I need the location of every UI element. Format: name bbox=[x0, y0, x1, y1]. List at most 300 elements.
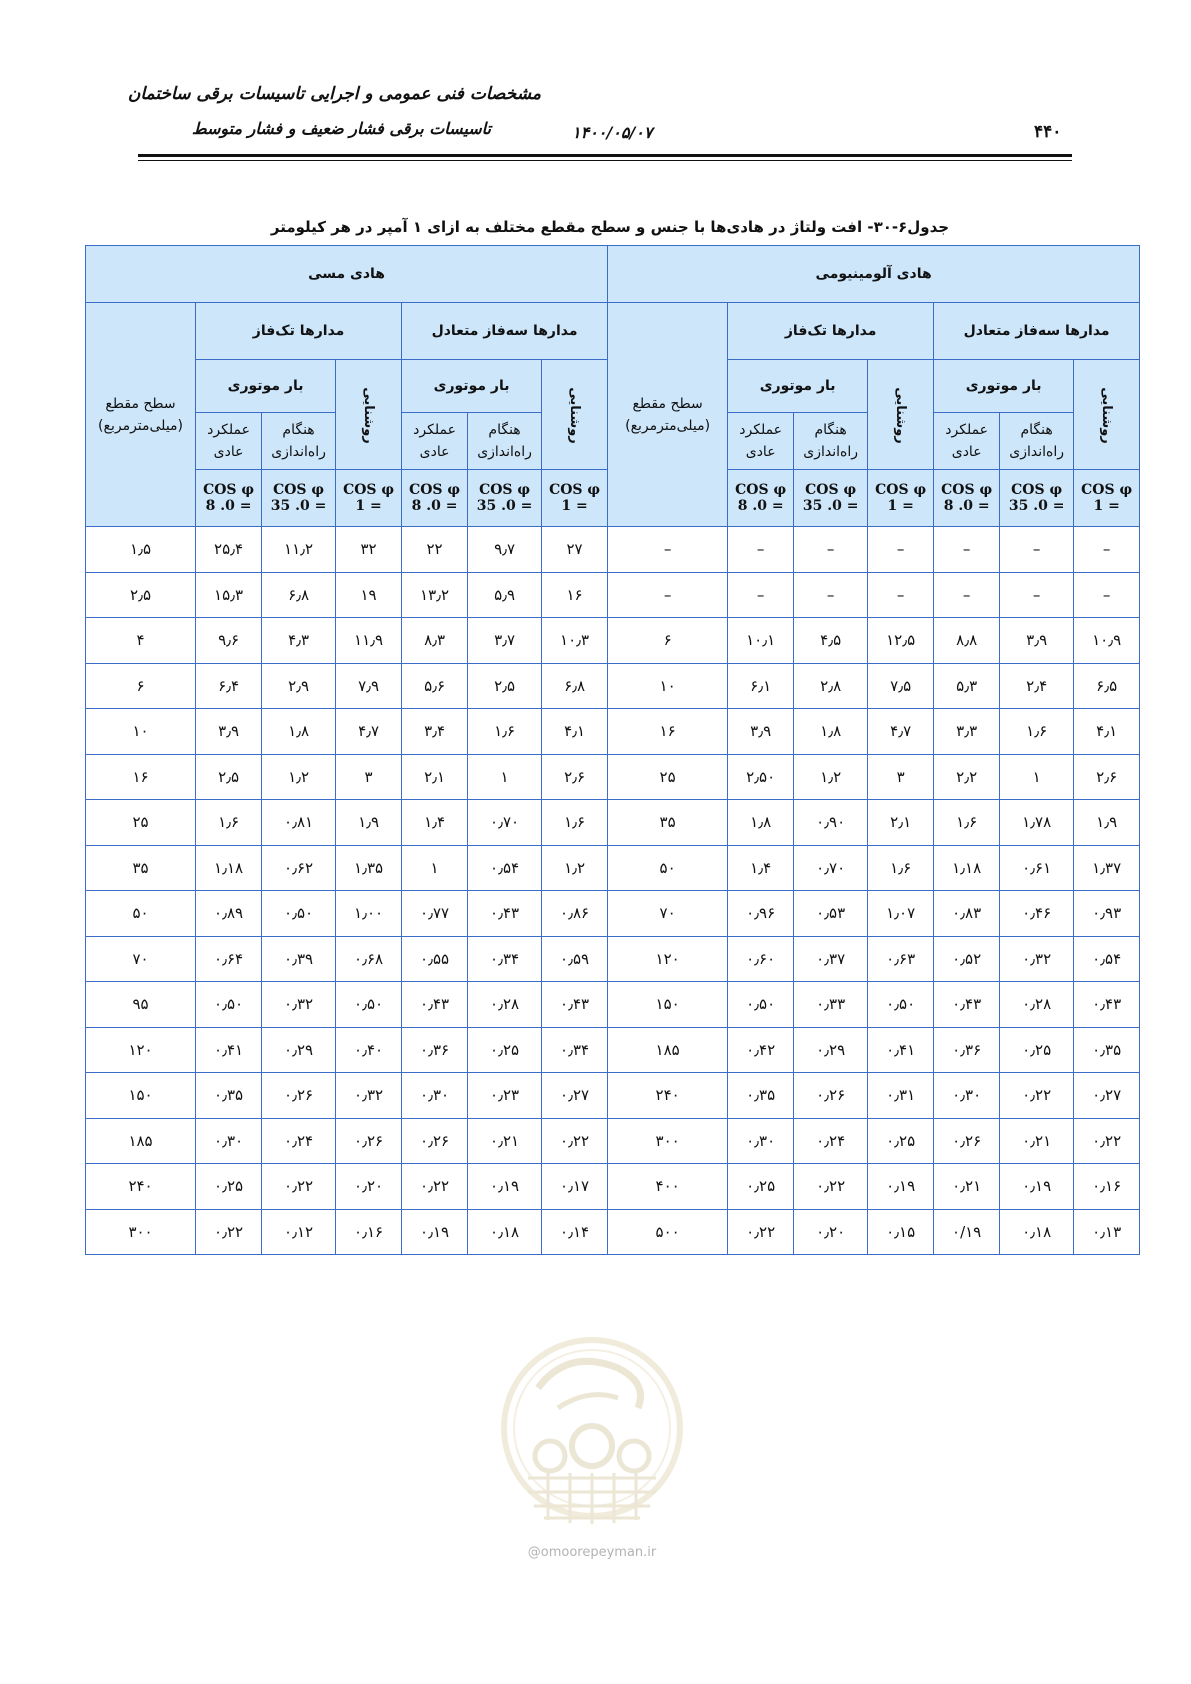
voltage-drop-cell: ۲٫۱ bbox=[402, 754, 468, 800]
voltage-drop-cell: ۰٫۳۶ bbox=[402, 1027, 468, 1073]
al1-lighting-label: روشنایی bbox=[893, 386, 909, 444]
cross-section-cell: ۲۵ bbox=[608, 754, 728, 800]
table-row bbox=[86, 1073, 1140, 1119]
voltage-drop-cell: ۰٫۲۶ bbox=[262, 1073, 336, 1119]
voltage-drop-cell: ۰٫۱۶ bbox=[336, 1209, 402, 1255]
voltage-drop-cell: ۰٫۲۲ bbox=[196, 1209, 262, 1255]
voltage-drop-cell: ۰٫۳۰ bbox=[728, 1118, 794, 1164]
cos-phi-value: = 1 bbox=[1093, 498, 1120, 514]
voltage-drop-cell: ۶٫۵ bbox=[1074, 663, 1140, 709]
cu1-lighting-label: روشنایی bbox=[361, 386, 377, 444]
cos-phi-label: COS φ bbox=[409, 482, 461, 498]
cross-section-cell: ۵۰ bbox=[86, 891, 196, 937]
voltage-drop-cell: ۰٫۲۲ bbox=[728, 1209, 794, 1255]
voltage-drop-cell: ۰٫۵۰ bbox=[262, 891, 336, 937]
cross-section-cell: ۵۰۰ bbox=[608, 1209, 728, 1255]
cu-area-label: سطح مقطع bbox=[105, 395, 176, 412]
al1-startup-header bbox=[794, 413, 868, 470]
voltage-drop-cell: ۰٫۲۱ bbox=[934, 1164, 1000, 1210]
voltage-drop-cell: ۲۷ bbox=[542, 527, 608, 573]
power-factor-header bbox=[868, 470, 934, 527]
voltage-drop-cell: ۹٫۶ bbox=[196, 618, 262, 664]
cross-section-cell: ۴۰۰ bbox=[608, 1164, 728, 1210]
power-factor-header bbox=[196, 470, 262, 527]
cos-phi-label: COS φ bbox=[941, 482, 993, 498]
cross-section-cell: ۱۸۵ bbox=[608, 1027, 728, 1073]
voltage-drop-cell: ۰٫۲۴ bbox=[262, 1118, 336, 1164]
cross-section-cell: ۹۵ bbox=[86, 982, 196, 1028]
voltage-drop-cell: ۰٫۵۰ bbox=[728, 982, 794, 1028]
voltage-drop-cell: ۰٫۲۳ bbox=[468, 1073, 542, 1119]
voltage-drop-cell: – bbox=[1074, 527, 1140, 573]
cross-section-cell: ۱۲۰ bbox=[608, 936, 728, 982]
voltage-drop-cell: ۱۶ bbox=[542, 572, 608, 618]
voltage-drop-cell: ۰٫۲۵ bbox=[468, 1027, 542, 1073]
voltage-drop-cell: ۰٫۲۵ bbox=[728, 1164, 794, 1210]
cross-section-cell: ۲٫۵ bbox=[86, 572, 196, 618]
al3-motor-header: بار موتوری bbox=[934, 360, 1074, 413]
power-factor-header bbox=[336, 470, 402, 527]
voltage-drop-cell: ۴٫۱ bbox=[542, 709, 608, 755]
cu-cross-section-header bbox=[86, 303, 196, 527]
voltage-drop-cell: – bbox=[1000, 527, 1074, 573]
voltage-drop-cell: ۱۰٫۳ bbox=[542, 618, 608, 664]
cu1-startup-l1: هنگام bbox=[282, 422, 315, 438]
voltage-drop-cell: ۰٫۳۶ bbox=[934, 1027, 1000, 1073]
voltage-drop-cell: ۱٫۳۵ bbox=[336, 845, 402, 891]
table-row bbox=[86, 663, 1140, 709]
cu1-normal-l1: عملکرد bbox=[207, 422, 250, 438]
cos-phi-value: = 0. 35 bbox=[802, 498, 859, 514]
al3-normal-header bbox=[934, 413, 1000, 470]
voltage-drop-cell: ۰٫۵۰ bbox=[196, 982, 262, 1028]
voltage-drop-cell: ۰٫۵۰ bbox=[868, 982, 934, 1028]
voltage-drop-cell: ۰٫۲۸ bbox=[468, 982, 542, 1028]
power-factor-header bbox=[542, 470, 608, 527]
cos-phi-value: = 0. 8 bbox=[737, 498, 784, 514]
aluminum-conductor-header: هادی آلومینیومی bbox=[608, 246, 1140, 303]
cu3-normal-header bbox=[402, 413, 468, 470]
voltage-drop-cell: ۰٫۱۹ bbox=[1000, 1164, 1074, 1210]
voltage-drop-cell: ۱٫۸ bbox=[728, 800, 794, 846]
cos-phi-label: COS φ bbox=[875, 482, 927, 498]
voltage-drop-cell: ۰٫۵۴ bbox=[468, 845, 542, 891]
voltage-drop-cell: ۰٫۱۷ bbox=[542, 1164, 608, 1210]
al3-startup-l1: هنگام bbox=[1020, 422, 1053, 438]
voltage-drop-cell: ۱٫۳۷ bbox=[1074, 845, 1140, 891]
voltage-drop-cell: ۲٫۲ bbox=[934, 754, 1000, 800]
voltage-drop-cell: ۰٫۷۷ bbox=[402, 891, 468, 937]
voltage-drop-cell: ۰٫۳۵ bbox=[1074, 1027, 1140, 1073]
voltage-drop-cell: ۶٫۸ bbox=[262, 572, 336, 618]
voltage-drop-cell: ۰٫۱۹ bbox=[402, 1209, 468, 1255]
table-row bbox=[86, 709, 1140, 755]
voltage-drop-cell: ۰٫۱۸ bbox=[1000, 1209, 1074, 1255]
voltage-drop-cell: ۰٫۳۴ bbox=[468, 936, 542, 982]
cross-section-cell: ۴ bbox=[86, 618, 196, 664]
table-caption: جدول۶-۳۰- افت ولتاژ در هادی‌ها با جنس و سطح مقطع مختلف به ازای ۱ آمپر در هر کیلومتر bbox=[270, 218, 950, 236]
al3-lighting-header bbox=[1074, 360, 1140, 470]
voltage-drop-cell: ۱٫۱۸ bbox=[934, 845, 1000, 891]
cross-section-cell: ۱۶ bbox=[86, 754, 196, 800]
voltage-drop-cell: ۰٫۳۴ bbox=[542, 1027, 608, 1073]
voltage-drop-cell: ۱۱٫۹ bbox=[336, 618, 402, 664]
voltage-drop-cell: ۱ bbox=[402, 845, 468, 891]
voltage-drop-cell: ۰٫۳۵ bbox=[196, 1073, 262, 1119]
voltage-drop-cell: ۰٫۲۲ bbox=[542, 1118, 608, 1164]
voltage-drop-cell: ۰٫۶۲ bbox=[262, 845, 336, 891]
cos-phi-label: COS φ bbox=[203, 482, 255, 498]
voltage-drop-cell: ۷٫۵ bbox=[868, 663, 934, 709]
voltage-drop-cell: ۱٫۶ bbox=[468, 709, 542, 755]
voltage-drop-cell: ۰٫۲۶ bbox=[336, 1118, 402, 1164]
document-title: مشخصات فنی عمومی و اجرایی تاسیسات برقی ساختمان bbox=[127, 84, 541, 104]
voltage-drop-cell: ۳٫۴ bbox=[402, 709, 468, 755]
voltage-drop-cell: ۱۳٫۲ bbox=[402, 572, 468, 618]
power-factor-header bbox=[402, 470, 468, 527]
voltage-drop-cell: ۰٫۸۹ bbox=[196, 891, 262, 937]
voltage-drop-cell: ۰٫۱۹ bbox=[868, 1164, 934, 1210]
voltage-drop-cell: ۰٫۹۰ bbox=[794, 800, 868, 846]
cross-section-cell: ۲۴۰ bbox=[608, 1073, 728, 1119]
voltage-drop-cell: ۰٫۸۳ bbox=[934, 891, 1000, 937]
voltage-drop-cell: ۲٫۶ bbox=[542, 754, 608, 800]
voltage-drop-cell: ۰٫۳۰ bbox=[196, 1118, 262, 1164]
table-row bbox=[86, 982, 1140, 1028]
cos-phi-label: COS φ bbox=[549, 482, 601, 498]
cross-section-cell: ۶ bbox=[608, 618, 728, 664]
voltage-drop-cell: ۱٫۰۷ bbox=[868, 891, 934, 937]
cross-section-cell: ۲۵ bbox=[86, 800, 196, 846]
voltage-drop-cell: ۱٫۶ bbox=[1000, 709, 1074, 755]
voltage-drop-cell: ۰٫۲۲ bbox=[794, 1164, 868, 1210]
voltage-drop-cell: ۰٫۱۹ bbox=[468, 1164, 542, 1210]
voltage-drop-cell: ۲٫۶ bbox=[1074, 754, 1140, 800]
cross-section-cell: ۵۰ bbox=[608, 845, 728, 891]
voltage-drop-cell: ۳٫۷ bbox=[468, 618, 542, 664]
voltage-drop-cell: ۷٫۹ bbox=[336, 663, 402, 709]
voltage-drop-cell: ۰٫۵۲ bbox=[934, 936, 1000, 982]
voltage-drop-cell: ۰٫۳۳ bbox=[794, 982, 868, 1028]
voltage-drop-cell: ۲٫۵ bbox=[196, 754, 262, 800]
voltage-drop-cell: – bbox=[728, 527, 794, 573]
cos-phi-value: = 1 bbox=[887, 498, 914, 514]
al1-normal-header bbox=[728, 413, 794, 470]
voltage-drop-cell: ۲۲ bbox=[402, 527, 468, 573]
voltage-drop-cell: ۰٫۶۱ bbox=[1000, 845, 1074, 891]
al3-normal-l2: عادی bbox=[951, 444, 982, 460]
al1-motor-header: بار موتوری bbox=[728, 360, 868, 413]
table-body bbox=[86, 527, 1140, 1255]
voltage-drop-cell: ۱۰٫۹ bbox=[1074, 618, 1140, 664]
voltage-drop-cell: ۰٫۴۱ bbox=[196, 1027, 262, 1073]
voltage-drop-cell: ۰٫۲۸ bbox=[1000, 982, 1074, 1028]
voltage-drop-cell: ۰٫۵۵ bbox=[402, 936, 468, 982]
voltage-drop-cell: ۰٫۳۰ bbox=[934, 1073, 1000, 1119]
voltage-drop-cell: ۱۲٫۵ bbox=[868, 618, 934, 664]
voltage-drop-cell: ۰٫۲۲ bbox=[262, 1164, 336, 1210]
voltage-drop-cell: ۰٫۴۶ bbox=[1000, 891, 1074, 937]
voltage-drop-cell: ۶٫۴ bbox=[196, 663, 262, 709]
voltage-drop-cell: – bbox=[794, 572, 868, 618]
voltage-drop-cell: ۲٫۸ bbox=[794, 663, 868, 709]
al1-startup-l2: راه‌اندازی bbox=[803, 444, 858, 460]
al1-normal-l1: عملکرد bbox=[739, 422, 783, 438]
voltage-drop-cell: ۱٫۴ bbox=[728, 845, 794, 891]
table-row bbox=[86, 618, 1140, 664]
voltage-drop-cell: ۰٫۳۲ bbox=[262, 982, 336, 1028]
voltage-drop-cell: ۰٫۴۳ bbox=[934, 982, 1000, 1028]
cross-section-cell: ۱٫۵ bbox=[86, 527, 196, 573]
table-row bbox=[86, 1164, 1140, 1210]
voltage-drop-cell: ۰٫۲۱ bbox=[468, 1118, 542, 1164]
cross-section-cell: ۲۴۰ bbox=[86, 1164, 196, 1210]
voltage-drop-cell: ۳٫۹ bbox=[196, 709, 262, 755]
cos-phi-label: COS φ bbox=[735, 482, 787, 498]
cross-section-cell: – bbox=[608, 527, 728, 573]
voltage-drop-cell: ۱٫۲ bbox=[542, 845, 608, 891]
power-factor-header bbox=[794, 470, 868, 527]
voltage-drop-cell: ۱ bbox=[468, 754, 542, 800]
voltage-drop-cell: ۰٫۱۵ bbox=[868, 1209, 934, 1255]
cu1-normal-l2: عادی bbox=[213, 444, 244, 460]
al3-startup-header bbox=[1000, 413, 1074, 470]
table-row bbox=[86, 936, 1140, 982]
voltage-drop-cell: ۴٫۵ bbox=[794, 618, 868, 664]
voltage-drop-cell: ۲٫۴ bbox=[1000, 663, 1074, 709]
cu1-startup-l2: راه‌اندازی bbox=[271, 444, 326, 460]
cos-phi-value: = 1 bbox=[355, 498, 382, 514]
voltage-drop-cell: ۰٫۱۴ bbox=[542, 1209, 608, 1255]
voltage-drop-cell: ۰٫۳۲ bbox=[1000, 936, 1074, 982]
power-factor-header bbox=[1000, 470, 1074, 527]
voltage-drop-cell: – bbox=[868, 527, 934, 573]
cross-section-cell: ۱۶ bbox=[608, 709, 728, 755]
cos-phi-value: = 1 bbox=[561, 498, 588, 514]
cos-phi-value: = 0. 35 bbox=[270, 498, 327, 514]
voltage-drop-cell: ۰٫۲۴ bbox=[794, 1118, 868, 1164]
voltage-drop-cell: ۰٫۸۱ bbox=[262, 800, 336, 846]
voltage-drop-cell: ۱٫۶ bbox=[542, 800, 608, 846]
voltage-drop-cell: ۳ bbox=[868, 754, 934, 800]
voltage-drop-cell: ۰٫۲۵ bbox=[1000, 1027, 1074, 1073]
voltage-drop-cell: ۰٫۵۰ bbox=[336, 982, 402, 1028]
voltage-drop-cell: ۰٫۹۶ bbox=[728, 891, 794, 937]
header-rule-thick bbox=[138, 154, 1072, 157]
cu3-lighting-header bbox=[542, 360, 608, 470]
table-row bbox=[86, 1209, 1140, 1255]
voltage-drop-cell: ۲٫۵ bbox=[468, 663, 542, 709]
cu1-motor-header: بار موتوری bbox=[196, 360, 336, 413]
voltage-drop-cell: ۰٫۵۴ bbox=[1074, 936, 1140, 982]
table-row bbox=[86, 1027, 1140, 1073]
table-row bbox=[86, 572, 1140, 618]
power-factor-header bbox=[1074, 470, 1140, 527]
al3-startup-l2: راه‌اندازی bbox=[1009, 444, 1064, 460]
cross-section-cell: ۱۰ bbox=[86, 709, 196, 755]
cu-area-unit: (میلی‌مترمربع) bbox=[98, 417, 184, 434]
voltage-drop-cell: ۱ bbox=[1000, 754, 1074, 800]
voltage-drop-cell: ۵٫۳ bbox=[934, 663, 1000, 709]
al-single-phase-header: مدارها تک‌فاز bbox=[728, 303, 934, 360]
section-title: تاسیسات برقی فشار ضعیف و فشار متوسط bbox=[191, 119, 491, 138]
voltage-drop-cell: ۱٫۴ bbox=[402, 800, 468, 846]
al-three-phase-header: مدارها سه‌فاز متعادل bbox=[934, 303, 1140, 360]
voltage-drop-cell: ۲٫۹ bbox=[262, 663, 336, 709]
voltage-drop-cell: ۱٫۸ bbox=[262, 709, 336, 755]
voltage-drop-cell: ۱٫۱۸ bbox=[196, 845, 262, 891]
table-row bbox=[86, 891, 1140, 937]
cu3-startup-l1: هنگام bbox=[488, 422, 521, 438]
cu1-startup-header bbox=[262, 413, 336, 470]
voltage-drop-cell: ۴٫۳ bbox=[262, 618, 336, 664]
voltage-drop-cell: ۱٫۲ bbox=[794, 754, 868, 800]
voltage-drop-cell: ۱۰٫۱ bbox=[728, 618, 794, 664]
voltage-drop-cell: ۰٫۴۳ bbox=[542, 982, 608, 1028]
cu-single-phase-header: مدارها تک‌فاز bbox=[196, 303, 402, 360]
voltage-drop-cell: ۰٫۹۳ bbox=[1074, 891, 1140, 937]
voltage-drop-cell: ۰٫۲۵ bbox=[196, 1164, 262, 1210]
cos-phi-label: COS φ bbox=[273, 482, 325, 498]
al-cross-section-header bbox=[608, 303, 728, 527]
cross-section-cell: ۱۵۰ bbox=[608, 982, 728, 1028]
cross-section-cell: ۷۰ bbox=[86, 936, 196, 982]
cross-section-cell: ۳۵ bbox=[86, 845, 196, 891]
voltage-drop-cell: – bbox=[868, 572, 934, 618]
voltage-drop-cell: ۳٫۹ bbox=[1000, 618, 1074, 664]
power-factor-header bbox=[728, 470, 794, 527]
voltage-drop-cell: ۰٫۵۳ bbox=[794, 891, 868, 937]
power-factor-header bbox=[934, 470, 1000, 527]
voltage-drop-cell: ۰٫۴۲ bbox=[728, 1027, 794, 1073]
cu3-motor-header: بار موتوری bbox=[402, 360, 542, 413]
voltage-drop-cell: ۰٫۶۳ bbox=[868, 936, 934, 982]
cos-phi-value: = 0. 8 bbox=[411, 498, 458, 514]
voltage-drop-cell: ۰٫۲۰ bbox=[336, 1164, 402, 1210]
voltage-drop-cell: ۲٫۱ bbox=[868, 800, 934, 846]
voltage-drop-cell: ۱٫۶ bbox=[196, 800, 262, 846]
voltage-drop-cell: ۸٫۸ bbox=[934, 618, 1000, 664]
cos-phi-label: COS φ bbox=[479, 482, 531, 498]
voltage-drop-cell: ۰٫۲۷ bbox=[1074, 1073, 1140, 1119]
cross-section-cell: ۱۰ bbox=[608, 663, 728, 709]
cu3-startup-header bbox=[468, 413, 542, 470]
document-date: ۱۴۰۰/۰۵/۰۷ bbox=[572, 123, 653, 142]
voltage-drop-cell: ۴٫۷ bbox=[336, 709, 402, 755]
voltage-drop-cell: ۱۱٫۲ bbox=[262, 527, 336, 573]
cos-phi-label: COS φ bbox=[805, 482, 857, 498]
voltage-drop-cell: ۶٫۱ bbox=[728, 663, 794, 709]
cos-phi-label: COS φ bbox=[1081, 482, 1133, 498]
al-area-label: سطح مقطع bbox=[632, 395, 703, 412]
table-row bbox=[86, 527, 1140, 573]
voltage-drop-cell: ۱۹ bbox=[336, 572, 402, 618]
voltage-drop-cell: ۲۵٫۴ bbox=[196, 527, 262, 573]
cu1-normal-header bbox=[196, 413, 262, 470]
cos-phi-label: COS φ bbox=[1011, 482, 1063, 498]
voltage-drop-cell: ۰٫۳۰ bbox=[402, 1073, 468, 1119]
voltage-drop-cell: ۱۵٫۳ bbox=[196, 572, 262, 618]
voltage-drop-cell: – bbox=[728, 572, 794, 618]
voltage-drop-cell: ۱٫۶ bbox=[868, 845, 934, 891]
voltage-drop-cell: ۳۲ bbox=[336, 527, 402, 573]
voltage-drop-cell: ۶٫۸ bbox=[542, 663, 608, 709]
table-row bbox=[86, 754, 1140, 800]
voltage-drop-cell: ۰/۱۹ bbox=[934, 1209, 1000, 1255]
voltage-drop-cell: ۰٫۳۵ bbox=[728, 1073, 794, 1119]
voltage-drop-cell: ۲٫۵۰ bbox=[728, 754, 794, 800]
voltage-drop-cell: ۰٫۳۷ bbox=[794, 936, 868, 982]
voltage-drop-cell: ۰٫۲۲ bbox=[402, 1164, 468, 1210]
table-row bbox=[86, 1118, 1140, 1164]
cross-section-cell: ۳۵ bbox=[608, 800, 728, 846]
table-row bbox=[86, 845, 1140, 891]
voltage-drop-cell: ۰٫۴۱ bbox=[868, 1027, 934, 1073]
voltage-drop-cell: ۱٫۰۰ bbox=[336, 891, 402, 937]
cross-section-cell: ۱۸۵ bbox=[86, 1118, 196, 1164]
voltage-drop-cell: ۴٫۷ bbox=[868, 709, 934, 755]
cu3-normal-l2: عادی bbox=[419, 444, 450, 460]
al1-normal-l2: عادی bbox=[745, 444, 776, 460]
cu3-lighting-label: روشنایی bbox=[567, 386, 583, 444]
cu-three-phase-header: مدارها سه‌فاز متعادل bbox=[402, 303, 608, 360]
al-area-unit: (میلی‌مترمربع) bbox=[625, 417, 711, 434]
cos-phi-value: = 0. 35 bbox=[1008, 498, 1065, 514]
table-row bbox=[86, 800, 1140, 846]
copper-conductor-header: هادی مسی bbox=[86, 246, 608, 303]
voltage-drop-cell: ۳٫۹ bbox=[728, 709, 794, 755]
voltage-drop-cell: ۰٫۱۳ bbox=[1074, 1209, 1140, 1255]
voltage-drop-cell: – bbox=[1074, 572, 1140, 618]
voltage-drop-cell: ۰٫۷۰ bbox=[468, 800, 542, 846]
voltage-drop-cell: ۰٫۳۱ bbox=[868, 1073, 934, 1119]
cross-section-cell: ۷۰ bbox=[608, 891, 728, 937]
voltage-drop-cell: ۰٫۱۸ bbox=[468, 1209, 542, 1255]
cu1-lighting-header bbox=[336, 360, 402, 470]
voltage-drop-cell: ۰٫۲۱ bbox=[1000, 1118, 1074, 1164]
voltage-drop-cell: ۱٫۶ bbox=[934, 800, 1000, 846]
voltage-drop-cell: ۰٫۲۹ bbox=[262, 1027, 336, 1073]
voltage-drop-cell: ۰٫۴۰ bbox=[336, 1027, 402, 1073]
voltage-drop-table bbox=[85, 245, 1140, 1255]
voltage-drop-cell: ۰٫۲۵ bbox=[868, 1118, 934, 1164]
voltage-drop-cell: ۰٫۲۲ bbox=[1000, 1073, 1074, 1119]
voltage-drop-cell: ۰٫۴۳ bbox=[1074, 982, 1140, 1028]
cross-section-cell: ۱۵۰ bbox=[86, 1073, 196, 1119]
voltage-drop-cell: – bbox=[934, 572, 1000, 618]
voltage-drop-cell: ۰٫۵۹ bbox=[542, 936, 608, 982]
voltage-drop-cell: ۰٫۳۲ bbox=[336, 1073, 402, 1119]
voltage-drop-cell: ۰٫۴۳ bbox=[402, 982, 468, 1028]
voltage-drop-cell: ۰٫۲۶ bbox=[402, 1118, 468, 1164]
cu3-startup-l2: راه‌اندازی bbox=[477, 444, 532, 460]
voltage-drop-cell: ۴٫۱ bbox=[1074, 709, 1140, 755]
voltage-drop-cell: ۰٫۶۴ bbox=[196, 936, 262, 982]
cos-phi-value: = 0. 8 bbox=[943, 498, 990, 514]
cross-section-cell: – bbox=[608, 572, 728, 618]
voltage-drop-cell: ۰٫۱۶ bbox=[1074, 1164, 1140, 1210]
voltage-drop-cell: – bbox=[934, 527, 1000, 573]
cross-section-cell: ۳۰۰ bbox=[608, 1118, 728, 1164]
voltage-drop-cell: ۰٫۲۹ bbox=[794, 1027, 868, 1073]
omoore-peyman-logo-icon bbox=[498, 1328, 686, 1560]
voltage-drop-cell: ۸٫۳ bbox=[402, 618, 468, 664]
voltage-drop-cell: ۹٫۷ bbox=[468, 527, 542, 573]
voltage-drop-cell: ۵٫۶ bbox=[402, 663, 468, 709]
cross-section-cell: ۳۰۰ bbox=[86, 1209, 196, 1255]
cos-phi-label: COS φ bbox=[343, 482, 395, 498]
voltage-drop-cell: ۰٫۲۶ bbox=[794, 1073, 868, 1119]
